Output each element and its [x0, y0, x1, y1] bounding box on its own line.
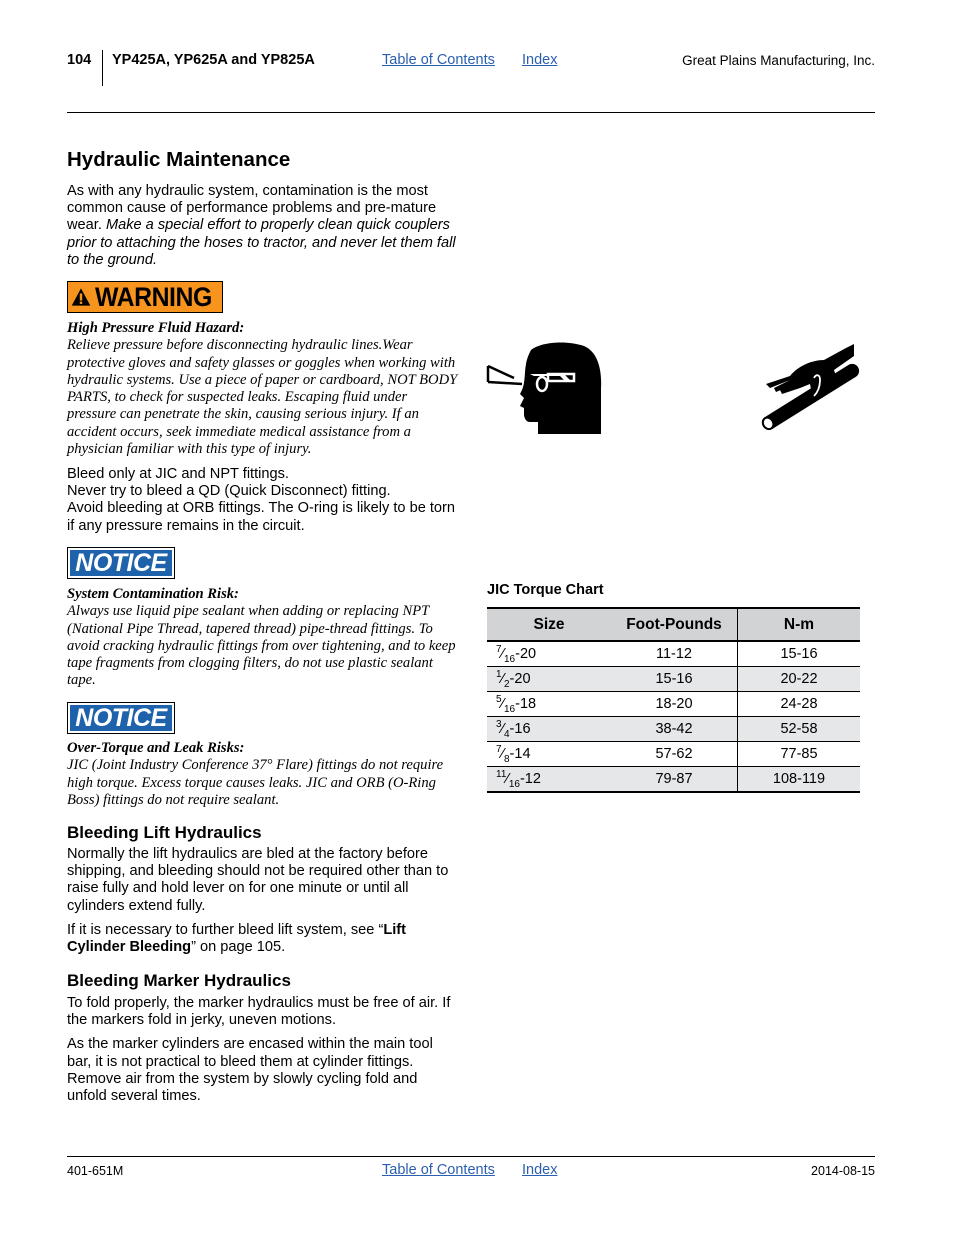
size-numerator: 7: [496, 743, 502, 755]
bleed-line-1: Bleed only at JIC and NPT fittings.: [67, 466, 289, 482]
foot-pounds-cell: 38-42: [611, 717, 738, 742]
warning-body: Relieve pressure before disconnecting hydraulic lines.Wear protective gloves and safety glasses or goggles when working with hydraulic systems. Use a piece of paper or cardboard, NOT BODY PARTS, to check for suspected leaks. Escaping fluid under pressure can penetrate the skin, causing serious injury. If an accident occurs, seek immediate medical assistance from a physician familiar with this type of injury.: [67, 337, 458, 458]
size-thread: -18: [515, 695, 537, 712]
marker-section: [67, 995, 459, 1105]
section-title: Hydraulic Maintenance: [67, 148, 291, 171]
size-thread: -16: [509, 720, 531, 737]
size-numerator: 7: [496, 643, 502, 655]
footer-rule: [67, 1156, 875, 1157]
lift-title: Bleeding Lift Hydraulics: [67, 823, 262, 842]
footer-index-link[interactable]: Index: [522, 1162, 558, 1178]
notice-badge-2: [67, 702, 175, 734]
size-cell: $^7⁄_8-14$: [487, 742, 611, 767]
nm-cell: 24-28: [738, 692, 861, 717]
size-denominator: 16: [503, 703, 516, 715]
lift-ref-title: Lift Cylinder Bleeding: [67, 921, 407, 956]
table-row: [487, 742, 860, 767]
foot-pounds-cell: 79-87: [611, 767, 738, 793]
document-code: 401-651M: [67, 1164, 124, 1178]
notice-2-body: JIC (Joint Industry Conference 37° Flare) fittings do not require high torque. Excess torque causes leaks. JIC and ORB (O-Ring Boss) fittings do not require sealant.: [67, 757, 444, 808]
table-row: [487, 667, 860, 692]
lift-ref-suffix: ” on page 105.: [191, 939, 286, 956]
lift-section: [67, 846, 459, 956]
foot-pounds-cell: 15-16: [611, 667, 738, 692]
bleed-line-3: Avoid bleeding at ORB fittings. The O-ring is likely to be torn if any pressure remains in the circuit.: [67, 500, 456, 534]
bleed-line-2: Never try to bleed a QD (Quick Disconnect) fitting.: [67, 483, 391, 500]
intro-italic: Make a special effort to properly clean quick couplers prior to attaching the hoses to tractor, and never let them fall to the ground.: [67, 217, 456, 268]
jic-torque-table: [487, 607, 860, 793]
notice-badge-1: [67, 547, 175, 579]
marker-title: Bleeding Marker Hydraulics: [67, 971, 291, 990]
notice-2-text-block: [67, 740, 459, 809]
table-row: [487, 717, 860, 742]
size-denominator: 2: [503, 678, 510, 690]
warning-label: WARNING: [95, 281, 212, 312]
nm-cell: 108-119: [738, 767, 861, 793]
lift-paragraph-2: [67, 922, 459, 956]
nm-cell: 77-85: [738, 742, 861, 767]
intro-paragraph: [67, 183, 459, 269]
notice-1-heading: System Contamination Risk:: [67, 586, 239, 602]
foot-pounds-cell: 18-20: [611, 692, 738, 717]
foot-pounds-cell: 11-12: [611, 641, 738, 667]
size-denominator: 16: [503, 653, 516, 665]
size-numerator: 3: [496, 718, 502, 730]
notice-1-body: Always use liquid pipe sealant when adding or replacing NPT (National Pipe Thread, tapered thread) pipe-thread fittings. To avoid cracking hydraulic fittings from over tightening, and to keep tape fragments from clogging filters, do not use plastic sealant tape.: [67, 603, 456, 689]
header-toc-link[interactable]: Table of Contents: [382, 52, 495, 68]
size-numerator: 11: [496, 768, 507, 780]
size-cell: $^1⁄_2-20$: [487, 667, 611, 692]
model-title: YP425A, YP625A and YP825A: [112, 52, 315, 68]
page-number: 104: [67, 52, 92, 68]
table-row: [487, 767, 860, 793]
face-shield-icon: [486, 340, 606, 438]
warning-heading: High Pressure Fluid Hazard:: [67, 320, 245, 336]
size-denominator: 8: [503, 753, 510, 765]
lift-paragraph-1: Normally the lift hydraulics are bled at the factory before shipping, and bleeding should not be required other than to raise fully and hold lever on for one minute or until all cylinders extend fully.: [67, 846, 449, 914]
footer-toc-link[interactable]: Table of Contents: [382, 1162, 495, 1178]
header-rule: [67, 112, 875, 113]
notice-1-text-block: [67, 586, 459, 690]
size-numerator: 1: [496, 668, 502, 680]
size-thread: -20: [515, 645, 537, 662]
warning-triangle-icon: [71, 284, 91, 310]
size-thread: -20: [509, 670, 531, 687]
nm-cell: 52-58: [738, 717, 861, 742]
warning-text-block: [67, 320, 459, 458]
fluid-injection-hand-icon: [754, 340, 866, 434]
foot-pounds-cell: 57-62: [611, 742, 738, 767]
nm-cell: 20-22: [738, 667, 861, 692]
marker-paragraph-1: To fold properly, the marker hydraulics must be free of air. If the markers fold in jerky, uneven motions.: [67, 995, 451, 1029]
column-header-foot-pounds: Foot-Pounds: [611, 608, 738, 641]
size-cell: $^{11}⁄_{16}-12$: [487, 767, 611, 793]
column-header-nm: N-m: [738, 608, 861, 641]
size-numerator: 5: [496, 693, 502, 705]
intro-plain: As with any hydraulic system, contamination is the most common cause of performance problems and pre-mature wear.: [67, 183, 437, 234]
marker-paragraph-2: As the marker cylinders are encased within the main tool bar, it is not practical to bleed them at cylinder fittings. Remove air from the system by slowly cycling fold and unfold several times.: [67, 1036, 433, 1105]
document-date: 2014-08-15: [811, 1164, 875, 1178]
jic-chart-title: JIC Torque Chart: [487, 582, 604, 598]
size-thread: -12: [519, 770, 541, 787]
column-header-size: Size: [487, 608, 611, 641]
header-divider: [102, 50, 103, 86]
table-row: [487, 641, 860, 667]
size-denominator: 16: [508, 778, 520, 790]
nm-cell: 15-16: [738, 641, 861, 667]
company-name: Great Plains Manufacturing, Inc.: [682, 53, 875, 68]
size-cell: $^3⁄_4-16$: [487, 717, 611, 742]
lift-ref-prefix: If it is necessary to further bleed lift system, see “: [67, 921, 384, 938]
notice-label-2: NOTICE: [75, 703, 167, 732]
notice-2-heading: Over-Torque and Leak Risks:: [67, 740, 245, 756]
size-thread: -14: [509, 745, 531, 762]
size-cell: $^5⁄_{16}-18$: [487, 692, 611, 717]
table-row: [487, 692, 860, 717]
header-index-link[interactable]: Index: [522, 52, 558, 68]
table-header-row: [487, 608, 860, 641]
warning-badge: [67, 281, 223, 313]
notice-label-1: NOTICE: [75, 548, 167, 577]
size-cell: $^7⁄_{16}-20$: [487, 641, 611, 667]
size-denominator: 4: [503, 728, 510, 740]
bleed-instructions: [67, 466, 459, 535]
